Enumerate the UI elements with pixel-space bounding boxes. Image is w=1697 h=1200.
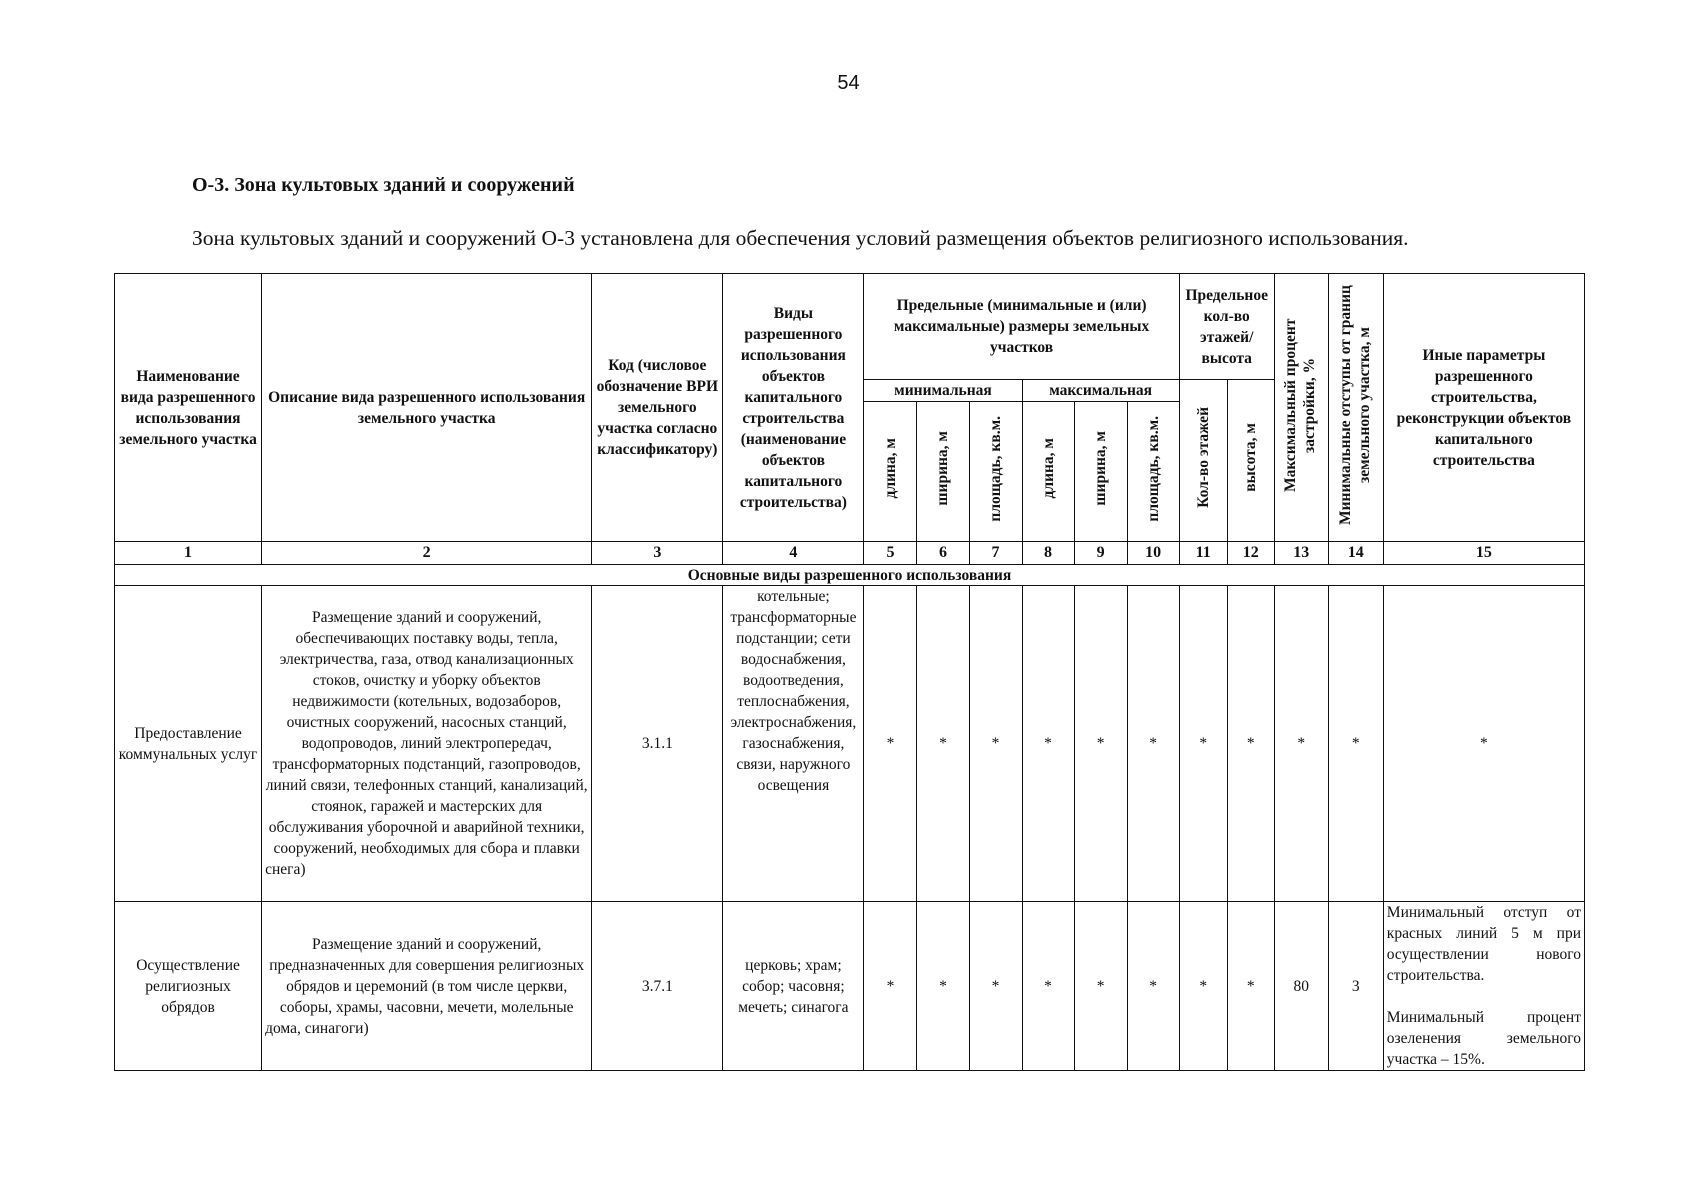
column-number: 14 <box>1328 542 1383 565</box>
header-min-length: длина, м <box>864 402 917 542</box>
column-number: 11 <box>1179 542 1227 565</box>
max-area-cell: * <box>1127 586 1179 902</box>
header-description: Описание вида разрешенного использования земельного участка <box>262 274 592 542</box>
header-min-area: площадь, кв.м. <box>969 402 1022 542</box>
use-name-cell: Осуществление религиозных обрядов <box>115 902 262 1071</box>
column-number: 15 <box>1383 542 1584 565</box>
max-length-cell: * <box>1022 586 1074 902</box>
header-max-coverage: Максимальный процент застройки, % <box>1274 274 1328 542</box>
coverage-cell: * <box>1274 586 1328 902</box>
column-number: 13 <box>1274 542 1328 565</box>
section-row <box>115 565 1585 586</box>
code-cell: 3.1.1 <box>592 586 723 902</box>
other-parameter-text: Минимальный отступ от красных линий 5 м при осуществлении нового строительства. <box>1386 904 1581 984</box>
header-capital-objects: Виды разрешенного использования объектов капитального строительства (наименование объектов капитального строительства) <box>723 274 864 542</box>
height-cell: * <box>1227 586 1274 902</box>
column-number: 2 <box>262 542 592 565</box>
column-number-row <box>115 542 1585 565</box>
zone-intro-text: Зона культовых зданий и сооружений О-3 установлена для обеспечения условий размещения объектов религиозного использования. <box>192 226 1409 250</box>
capital-objects-cell: котельные; трансформаторные подстанции; сети водоснабжения, водоотведения, теплоснабжения, электроснабжения, газоснабжения, связи, наружного освещения <box>723 586 864 902</box>
description-cell: Размещение зданий и сооружений, предназначенных для совершения религиозных обрядов и церемоний (в том числе церкви, соборы, храмы, часовни, мечети, молельные дома, синагоги) <box>262 902 592 1071</box>
min-length-cell: * <box>864 902 917 1071</box>
column-number: 7 <box>969 542 1022 565</box>
other-parameters-cell: * <box>1383 586 1584 902</box>
min-length-cell: * <box>864 586 917 902</box>
column-number: 8 <box>1022 542 1074 565</box>
column-number: 4 <box>723 542 864 565</box>
setback-cell: 3 <box>1328 902 1383 1071</box>
coverage-cell: 80 <box>1274 902 1328 1071</box>
header-max-width: ширина, м <box>1074 402 1127 542</box>
code-cell: 3.7.1 <box>592 902 723 1071</box>
page-number: 54 <box>837 72 860 94</box>
column-number: 9 <box>1074 542 1127 565</box>
header-row-1 <box>115 274 1585 380</box>
header-min-setbacks: Минимальные отступы от границ земельного участка, м <box>1328 274 1383 542</box>
column-number: 6 <box>917 542 969 565</box>
table-row <box>115 902 1585 1071</box>
description-cell: Размещение зданий и сооружений, обеспечивающих поставку воды, тепла, электричества, газа, отвод канализационных стоков, очистку и уборку объектов недвижимости (котельных, водозаборов, очистных сооружений, насосных станций, водопроводов, линий электропередач, трансформаторных подстанций, газопроводов, линий связи, телефонных станций, канализаций, стоянок, гаражей и мастерских для обслуживания уборочной и аварийной техники, сооружений, необходимых для сбора и плавки снега) <box>262 586 592 902</box>
header-min-width: ширина, м <box>917 402 969 542</box>
setback-cell: * <box>1328 586 1383 902</box>
zoning-parameters-table <box>114 273 1585 1071</box>
paragraph-gap <box>1387 986 1581 1007</box>
header-plot-sizes: Предельные (минимальные и (или) максимальные) размеры земельных участков <box>864 274 1179 380</box>
min-width-cell: * <box>917 586 969 902</box>
min-area-cell: * <box>969 586 1022 902</box>
height-cell: * <box>1227 902 1274 1071</box>
header-minimum: минимальная <box>864 380 1022 402</box>
use-name-cell: Предоставление коммунальных услуг <box>115 586 262 902</box>
floors-cell: * <box>1179 902 1227 1071</box>
other-parameters-cell <box>1383 902 1584 1071</box>
max-width-cell: * <box>1074 586 1127 902</box>
min-area-cell: * <box>969 902 1022 1071</box>
column-number: 12 <box>1227 542 1274 565</box>
header-max-area: площадь, кв.м. <box>1127 402 1179 542</box>
header-use-name: Наименование вида разрешенного использования земельного участка <box>115 274 262 542</box>
max-area-cell: * <box>1127 902 1179 1071</box>
column-number: 1 <box>115 542 262 565</box>
header-maximum: максимальная <box>1022 380 1179 402</box>
max-length-cell: * <box>1022 902 1074 1071</box>
column-number: 3 <box>592 542 723 565</box>
column-number: 5 <box>864 542 917 565</box>
floors-cell: * <box>1179 586 1227 902</box>
header-max-length: длина, м <box>1022 402 1074 542</box>
table-row <box>115 586 1585 902</box>
header-code: Код (числовое обозначение ВРИ земельного участка согласно классификатору) <box>592 274 723 542</box>
zone-heading: О-3. Зона культовых зданий и сооружений <box>192 174 575 196</box>
max-width-cell: * <box>1074 902 1127 1071</box>
header-height: высота, м <box>1227 380 1274 542</box>
header-floor-count: Кол-во этажей <box>1179 380 1227 542</box>
section-title: Основные виды разрешенного использования <box>115 565 1585 586</box>
min-width-cell: * <box>917 902 969 1071</box>
header-other-parameters: Иные параметры разрешенного строительства, реконструкции объектов капитального строительства <box>1383 274 1584 542</box>
capital-objects-cell: церковь; храм; собор; часовня; мечеть; синагога <box>723 902 864 1071</box>
header-floors-height: Предельное кол-во этажей/ высота <box>1179 274 1274 380</box>
column-number: 10 <box>1127 542 1179 565</box>
other-parameter-text: Минимальный процент озеленения земельного участка – 15%. <box>1386 1009 1581 1068</box>
